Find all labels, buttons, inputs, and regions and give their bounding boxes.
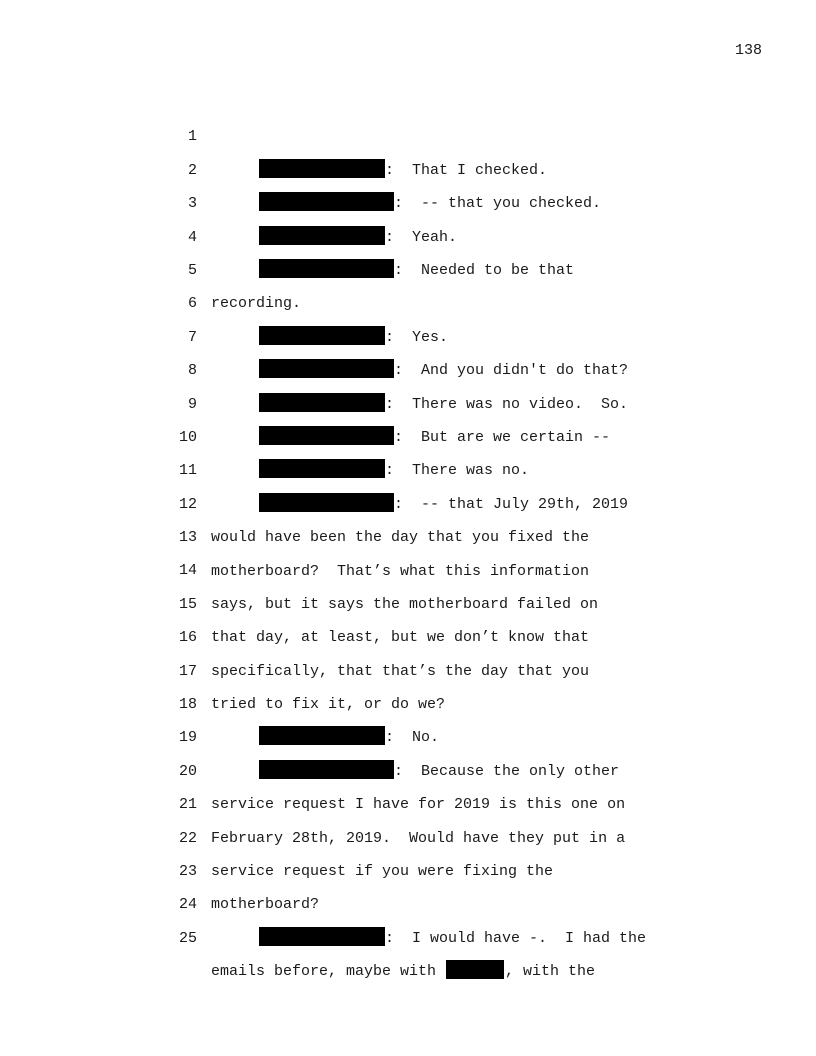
line-text: : -- that you checked.	[394, 195, 602, 213]
line-number: 10	[178, 428, 197, 446]
line-number: 18	[178, 696, 197, 714]
line-number: 3	[187, 195, 197, 213]
line-text: service request if you were fixing the	[211, 863, 554, 881]
line-number: 12	[178, 495, 197, 513]
line-text: : No.	[385, 729, 440, 747]
line-number: 8	[187, 362, 197, 380]
line-text: : Yes.	[385, 328, 449, 346]
line-text: : That I checked.	[385, 161, 548, 179]
line-number: 19	[178, 729, 197, 747]
line-number: 9	[187, 395, 197, 413]
redacted-speaker-name	[259, 927, 385, 946]
line-number: 20	[178, 762, 197, 780]
line-text: motherboard?	[211, 896, 320, 914]
line-number: 17	[178, 662, 197, 680]
line-number: 14	[178, 562, 197, 580]
line-text: specifically, that that’s the day that you	[211, 662, 590, 680]
line-number: 5	[187, 261, 197, 279]
line-text-before-redaction: emails before, maybe with	[211, 963, 446, 981]
line-number: 22	[178, 829, 197, 847]
line-number: 21	[178, 796, 197, 814]
line-text: : There was no video. So.	[385, 395, 629, 413]
line-number: 6	[187, 295, 197, 313]
line-text: : Needed to be that	[394, 261, 575, 279]
line-number: 13	[178, 529, 197, 547]
line-text: : Yeah.	[385, 228, 458, 246]
page-number: 138	[734, 42, 762, 59]
line-text: service request I have for 2019 is this one on	[211, 796, 626, 814]
line-text-after-redaction: , with the	[505, 963, 596, 981]
line-number: 7	[187, 328, 197, 346]
line-text: recording.	[211, 295, 302, 313]
line-number: 2	[187, 161, 197, 179]
line-text: : Because the only other	[394, 762, 620, 780]
line-text: tried to fix it, or do we?	[211, 696, 446, 714]
line-text: : And you didn't do that?	[394, 362, 629, 380]
line-number: 25	[178, 929, 197, 947]
line-text: that day, at least, but we don’t know that	[211, 629, 590, 647]
transcript-line	[170, 87, 790, 179]
line-number: 4	[187, 228, 197, 246]
redacted-name	[446, 960, 504, 979]
line-text: motherboard? That’s what this information	[211, 562, 590, 580]
line-text: February 28th, 2019. Would have they put in a	[211, 829, 626, 847]
line-text: : There was no.	[385, 462, 530, 480]
line-number: 15	[178, 595, 197, 613]
line-text: : I would have -. I had the	[385, 929, 647, 947]
transcript-body	[170, 87, 790, 981]
line-number: 23	[178, 863, 197, 880]
line-text: would have been the day that you fixed the	[211, 529, 590, 547]
line-text: says, but it says the motherboard failed on	[211, 595, 599, 613]
line-number: 11	[178, 462, 197, 480]
line-text: : But are we certain --	[394, 428, 611, 446]
line-number: 16	[178, 629, 197, 647]
line-number: 1	[187, 128, 197, 146]
line-text: : -- that July 29th, 2019	[394, 495, 629, 513]
line-number: 24	[178, 896, 197, 914]
